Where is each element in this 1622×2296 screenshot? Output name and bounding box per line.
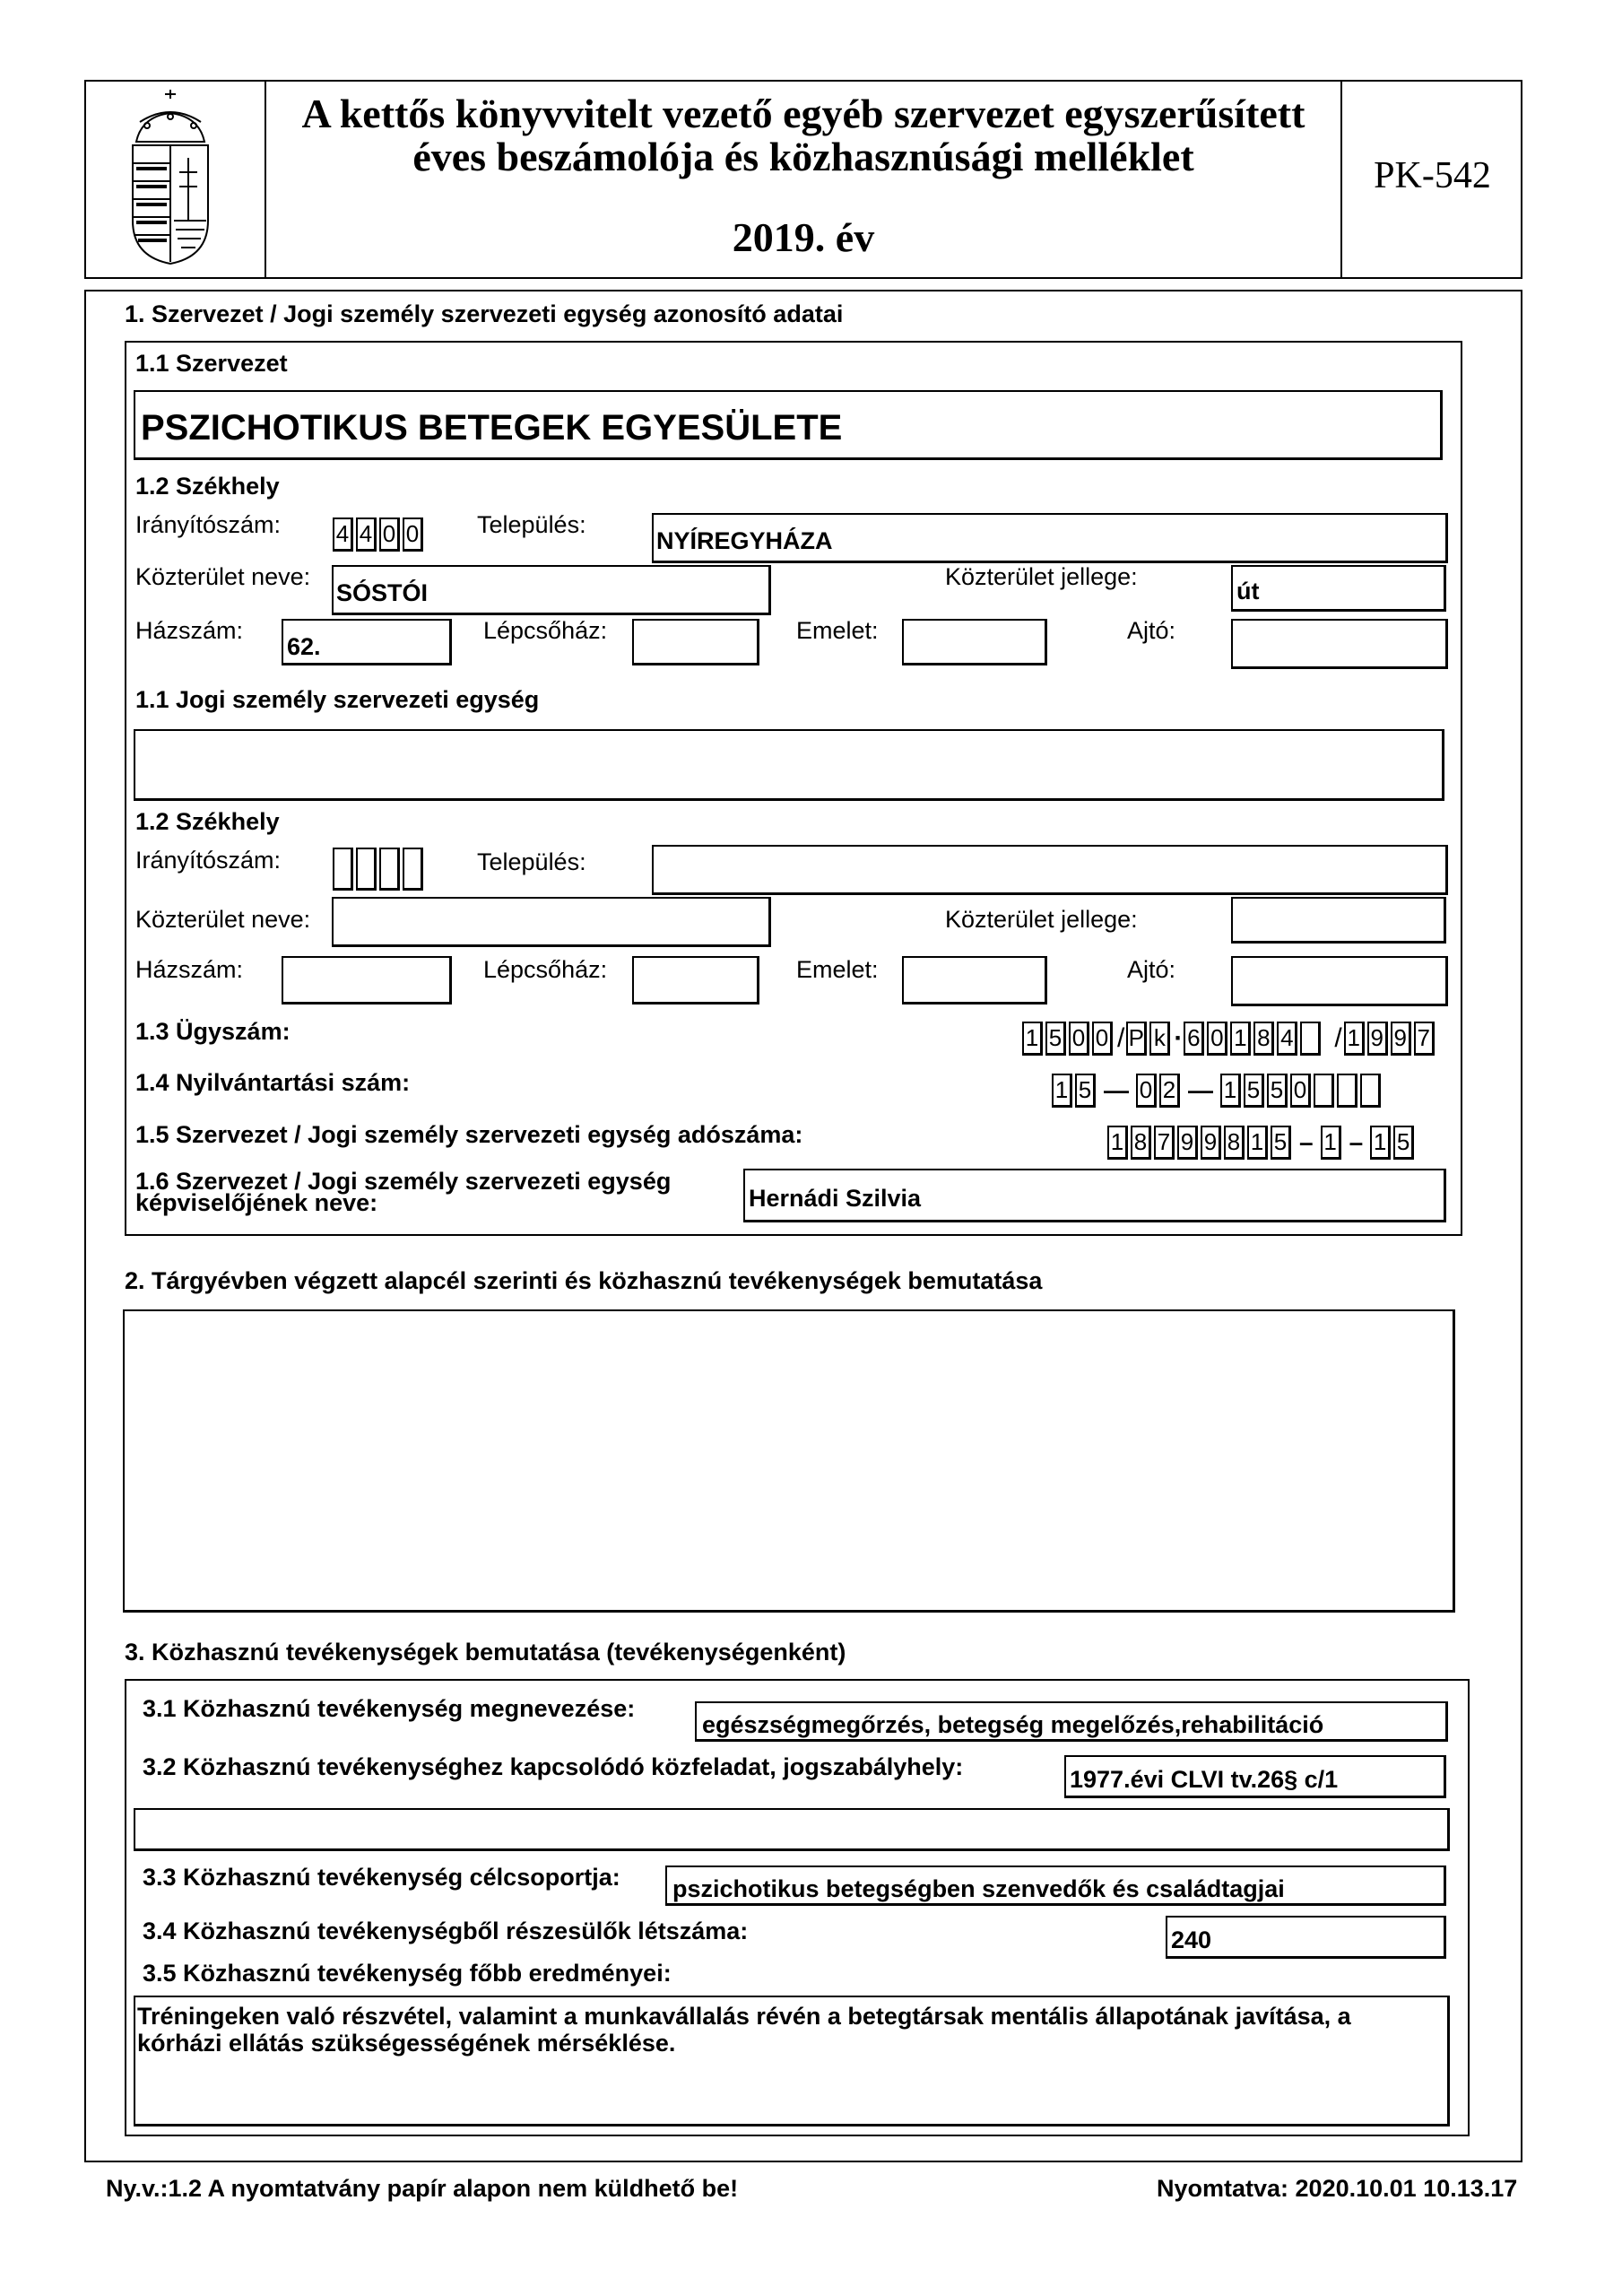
unit-house-field[interactable] bbox=[282, 956, 452, 1004]
footer-printed: Nyomtatva: 2020.10.01 10.13.17 bbox=[1157, 2175, 1518, 2202]
case-digit: 0 bbox=[1069, 1022, 1089, 1056]
results-line1: Tréningeken való részvétel, valamint a munkavállalás révén a betegtársak mentális állapotának javítása, a bbox=[137, 2003, 1351, 2030]
registry-dash: — bbox=[1188, 1076, 1213, 1104]
rep-label-line2: képviselőjének neve: bbox=[135, 1189, 378, 1216]
org-name-value: PSZICHOTIKUS BETEGEK EGYESÜLETE bbox=[141, 408, 843, 448]
org-street-field[interactable] bbox=[332, 565, 771, 615]
activity-field[interactable] bbox=[695, 1701, 1448, 1742]
tax-cells[interactable] bbox=[1107, 1125, 1417, 1161]
org-street-type-value: út bbox=[1236, 578, 1260, 604]
org-street-type-label: Közterület jellege: bbox=[945, 563, 1138, 590]
case-digit: 0 bbox=[1092, 1022, 1113, 1056]
case-digit: 6 bbox=[1184, 1022, 1204, 1056]
org-stair-field[interactable] bbox=[632, 619, 759, 665]
registry-digit bbox=[1360, 1074, 1381, 1108]
tax-digit: 5 bbox=[1271, 1126, 1291, 1160]
registry-label: 1.4 Nyilvántartási szám: bbox=[135, 1069, 411, 1096]
activity-value: egészségmegőrzés, betegség megelőzés,rehabilitáció bbox=[702, 1711, 1324, 1738]
unit-city-label: Település: bbox=[477, 848, 586, 875]
org-street-type-field[interactable] bbox=[1231, 565, 1446, 612]
unit-heading: 1.1 Jogi személy szervezeti egység bbox=[135, 686, 540, 713]
section1-title: 1. Szervezet / Jogi személy szervezeti egység azonosító adatai bbox=[125, 300, 844, 327]
case-digit: 9 bbox=[1391, 1022, 1411, 1056]
org-city-field[interactable] bbox=[652, 513, 1448, 563]
case-digit: 4 bbox=[1277, 1022, 1297, 1056]
case-digit: 5 bbox=[1045, 1022, 1066, 1056]
org-seat-heading: 1.2 Székhely bbox=[135, 473, 280, 500]
case-digit bbox=[1300, 1022, 1321, 1056]
case-dot: · bbox=[1174, 1023, 1184, 1053]
org-stair-label: Lépcsőház: bbox=[483, 617, 608, 644]
org-floor-field[interactable] bbox=[902, 619, 1047, 665]
unit-street-type-field[interactable] bbox=[1231, 897, 1446, 944]
case-digit: 9 bbox=[1367, 1022, 1388, 1056]
tax-digit: 1 bbox=[1370, 1126, 1391, 1160]
registry-digit: 2 bbox=[1159, 1074, 1180, 1108]
unit-street-field[interactable] bbox=[332, 897, 771, 947]
unit-stair-field[interactable] bbox=[632, 956, 759, 1004]
case-number-label: 1.3 Ügyszám: bbox=[135, 1018, 291, 1045]
org-zip-digit: 4 bbox=[356, 517, 377, 552]
unit-door-field[interactable] bbox=[1231, 956, 1448, 1006]
org-street-value: SÓSTÓI bbox=[336, 579, 429, 606]
activity-label: 3.1 Közhasznú tevékenység megnevezése: bbox=[143, 1695, 636, 1722]
org-heading: 1.1 Szervezet bbox=[135, 350, 288, 377]
tax-dash: – bbox=[1299, 1128, 1314, 1156]
org-name-field[interactable] bbox=[134, 390, 1443, 460]
rep-name-field[interactable] bbox=[743, 1169, 1446, 1222]
unit-street-type-label: Közterület jellege: bbox=[945, 906, 1138, 933]
org-zip-cells[interactable] bbox=[333, 517, 426, 552]
target-field[interactable] bbox=[665, 1866, 1446, 1906]
unit-zip-digit bbox=[333, 848, 353, 891]
unit-house-label: Házszám: bbox=[135, 956, 244, 983]
registry-digit: 1 bbox=[1220, 1074, 1241, 1108]
beneficiaries-label: 3.4 Közhasznú tevékenységből részesülők létszáma: bbox=[143, 1918, 749, 1944]
results-field[interactable] bbox=[134, 1996, 1450, 2126]
unit-city-field[interactable] bbox=[652, 845, 1448, 895]
case-digit: 8 bbox=[1253, 1022, 1274, 1056]
section2-text-field[interactable] bbox=[123, 1309, 1455, 1613]
case-digit: 0 bbox=[1207, 1022, 1227, 1056]
org-street-label: Közterület neve: bbox=[135, 563, 311, 590]
beneficiaries-value: 240 bbox=[1171, 1926, 1212, 1953]
tax-digit: 1 bbox=[1107, 1126, 1128, 1160]
beneficiaries-field[interactable] bbox=[1166, 1916, 1446, 1959]
registry-digit: 5 bbox=[1244, 1074, 1264, 1108]
unit-zip-digit bbox=[403, 848, 423, 891]
tax-digit: 9 bbox=[1201, 1126, 1221, 1160]
unit-floor-label: Emelet: bbox=[796, 956, 879, 983]
tax-label: 1.5 Szervezet / Jogi személy szervezeti egység adószáma: bbox=[135, 1121, 803, 1148]
target-value: pszichotikus betegségben szenvedők és családtagjai bbox=[672, 1875, 1285, 1902]
case-number-cells[interactable] bbox=[1022, 1021, 1437, 1057]
case-digit: 1 bbox=[1230, 1022, 1251, 1056]
registry-digit: 1 bbox=[1052, 1074, 1072, 1108]
case-digit: 7 bbox=[1414, 1022, 1435, 1056]
unit-seat-heading: 1.2 Székhely bbox=[135, 808, 280, 835]
registry-cells[interactable] bbox=[1052, 1073, 1383, 1109]
form-title-line2: éves beszámolója és közhasznúsági melléklet bbox=[412, 134, 1194, 179]
tax-digit: 7 bbox=[1154, 1126, 1175, 1160]
org-city-value: NYÍREGYHÁZA bbox=[656, 527, 833, 554]
unit-door-label: Ajtó: bbox=[1127, 956, 1176, 983]
public-task-label: 3.2 Közhasznú tevékenységhez kapcsolódó közfeladat, jogszabályhely: bbox=[143, 1753, 964, 1780]
registry-digit: 5 bbox=[1267, 1074, 1288, 1108]
registry-digit bbox=[1314, 1074, 1334, 1108]
tax-dash: – bbox=[1349, 1128, 1364, 1156]
tax-digit: 1 bbox=[1247, 1126, 1268, 1160]
org-floor-label: Emelet: bbox=[796, 617, 879, 644]
footer-note: Ny.v.:1.2 A nyomtatvány papír alapon nem küldhető be! bbox=[106, 2175, 739, 2202]
org-zip-digit: 4 bbox=[333, 517, 353, 552]
case-char: k bbox=[1149, 1022, 1170, 1056]
target-label: 3.3 Közhasznú tevékenység célcsoportja: bbox=[143, 1864, 620, 1891]
org-house-field[interactable] bbox=[282, 619, 452, 665]
results-label: 3.5 Közhasznú tevékenység főbb eredményei: bbox=[143, 1960, 672, 1987]
org-zip-digit: 0 bbox=[403, 517, 423, 552]
public-task-extra-field[interactable] bbox=[134, 1808, 1450, 1851]
section2-title: 2. Tárgyévben végzett alapcél szerinti és közhasznú tevékenységek bemutatása bbox=[125, 1267, 1043, 1294]
tax-digit: 8 bbox=[1131, 1126, 1151, 1160]
org-door-label: Ajtó: bbox=[1127, 617, 1176, 644]
unit-zip-cells[interactable] bbox=[333, 847, 426, 891]
org-city-label: Település: bbox=[477, 511, 586, 538]
tax-digit: 1 bbox=[1321, 1126, 1341, 1160]
registry-digit: 0 bbox=[1290, 1074, 1311, 1108]
form-code: PK-542 bbox=[1374, 155, 1491, 196]
registry-digit: 5 bbox=[1075, 1074, 1096, 1108]
case-char: P bbox=[1126, 1022, 1147, 1056]
case-digit: 1 bbox=[1344, 1022, 1365, 1056]
unit-street-label: Közterület neve: bbox=[135, 906, 311, 933]
case-slash: / bbox=[1117, 1023, 1125, 1053]
case-digit: 1 bbox=[1022, 1022, 1043, 1056]
form-year: 2019. év bbox=[732, 214, 875, 260]
registry-dash: — bbox=[1104, 1076, 1129, 1104]
public-task-value: 1977.évi CLVI tv.26§ c/1 bbox=[1070, 1766, 1339, 1793]
org-door-field[interactable] bbox=[1231, 619, 1448, 669]
unit-zip-label: Irányítószám: bbox=[135, 847, 282, 874]
unit-floor-field[interactable] bbox=[902, 956, 1047, 1004]
unit-stair-label: Lépcsőház: bbox=[483, 956, 608, 983]
org-zip-digit: 0 bbox=[379, 517, 400, 552]
hungarian-coat-of-arms-icon bbox=[124, 86, 217, 269]
org-zip-label: Irányítószám: bbox=[135, 511, 282, 538]
org-house-value: 62. bbox=[287, 633, 321, 660]
unit-zip-digit bbox=[379, 848, 400, 891]
org-house-label: Házszám: bbox=[135, 617, 244, 644]
rep-name-value: Hernádi Szilvia bbox=[749, 1185, 922, 1212]
registry-digit: 0 bbox=[1136, 1074, 1157, 1108]
results-line2: kórházi ellátás szükségességének mérséklése. bbox=[137, 2030, 676, 2057]
tax-digit: 8 bbox=[1224, 1126, 1245, 1160]
tax-digit: 9 bbox=[1177, 1126, 1198, 1160]
tax-digit: 5 bbox=[1393, 1126, 1414, 1160]
unit-name-field[interactable] bbox=[134, 729, 1444, 801]
rep-label-line1: 1.6 Szervezet / Jogi személy szervezeti egység bbox=[135, 1168, 672, 1195]
public-task-field[interactable] bbox=[1064, 1755, 1446, 1798]
case-slash: / bbox=[1334, 1023, 1342, 1053]
unit-zip-digit bbox=[356, 848, 377, 891]
registry-digit bbox=[1337, 1074, 1357, 1108]
section3-title: 3. Közhasznú tevékenységek bemutatása (tevékenységenként) bbox=[125, 1639, 846, 1665]
form-title-line1: A kettős könyvvitelt vezető egyéb szervezet egyszerűsített bbox=[301, 91, 1305, 136]
